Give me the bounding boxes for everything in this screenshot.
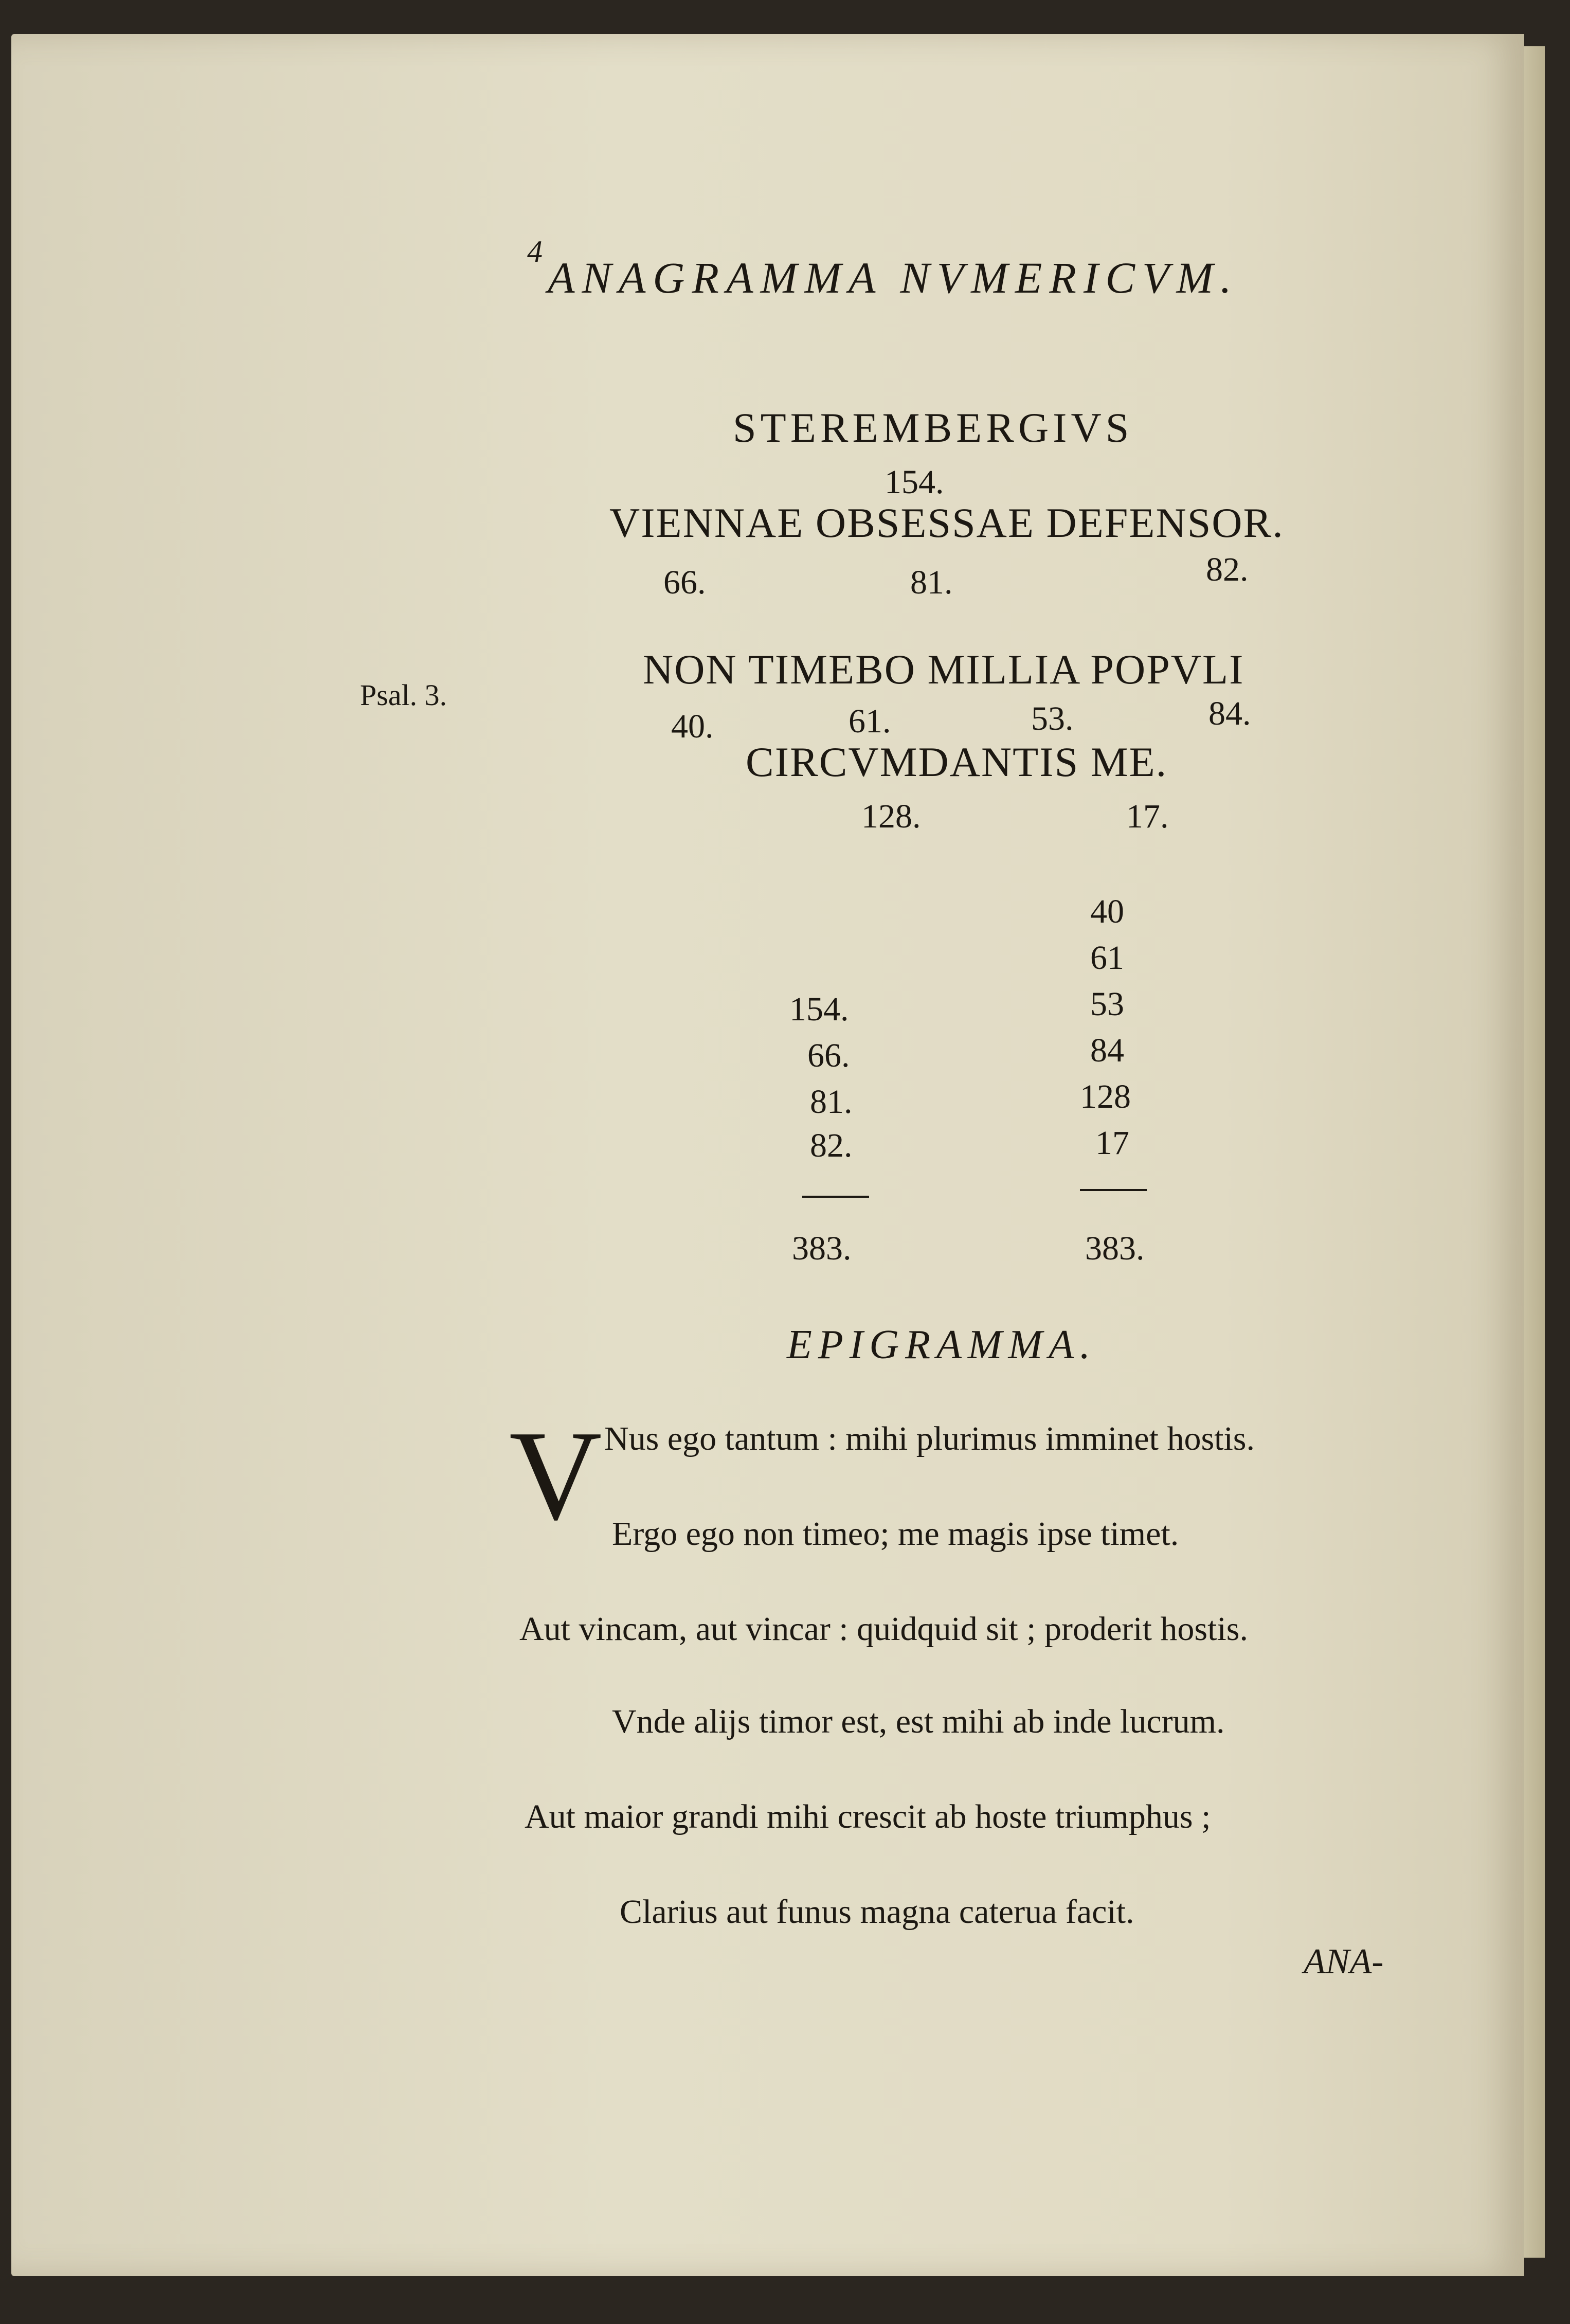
verse-line: Nus ego tantum : mihi plurimus imminet hostis.: [604, 1420, 1255, 1457]
page-edge: [1524, 46, 1545, 2258]
anagram-value: 66.: [663, 564, 706, 601]
anagram-value: 84.: [1208, 695, 1251, 732]
anagram-value: 82.: [1206, 551, 1249, 588]
sum-addend: 82.: [810, 1127, 853, 1164]
sum-total: 383.: [792, 1230, 852, 1267]
sum-addend: 128: [1080, 1078, 1131, 1115]
sum-addend: 154.: [789, 990, 849, 1028]
sum-rule: [802, 1196, 869, 1198]
anagram-line-1: STEREMBERGIVS: [733, 404, 1133, 451]
catchword: ANA-: [1304, 1942, 1384, 1981]
sum-addend: 61: [1090, 939, 1124, 977]
sum-addend: 66.: [807, 1037, 850, 1074]
book-page: [11, 34, 1524, 2276]
verse-line: Ergo ego non timeo; me magis ipse timet.: [612, 1515, 1179, 1553]
sum-addend: 53: [1090, 985, 1124, 1023]
anagram-line-4: CIRCVMDANTIS ME.: [746, 738, 1168, 785]
anagram-value: 81.: [910, 564, 953, 601]
anagram-value: 154.: [885, 463, 944, 501]
sum-rule: [1080, 1189, 1147, 1191]
verse-line: Aut maior grandi mihi crescit ab hoste triumphus ;: [525, 1798, 1211, 1835]
anagram-value: 40.: [671, 708, 714, 745]
verse-line: Aut vincam, aut vincar : quidquid sit ; proderit hostis.: [519, 1610, 1248, 1648]
verse-line: Vnde alijs timor est, est mihi ab inde lucrum.: [612, 1703, 1225, 1740]
anagram-value: 128.: [861, 798, 921, 835]
sum-addend: 40: [1090, 893, 1124, 930]
sum-addend: 84: [1090, 1032, 1124, 1069]
drop-cap: V: [509, 1404, 602, 1547]
verse-line: Clarius aut funus magna caterua facit.: [620, 1893, 1134, 1931]
margin-note: Psal. 3.: [360, 678, 447, 712]
anagram-value: 17.: [1126, 798, 1169, 835]
page-number: 4: [527, 235, 543, 268]
sum-addend: 17: [1095, 1124, 1129, 1162]
anagram-value: 53.: [1031, 700, 1074, 737]
anagram-line-2: VIENNAE OBSESSAE DEFENSOR.: [609, 499, 1284, 546]
running-head: ANAGRAMMA NVMERICVM.: [548, 253, 1239, 302]
sum-addend: 81.: [810, 1083, 853, 1121]
epigram-heading: EPIGRAMMA.: [787, 1322, 1097, 1367]
sum-total: 383.: [1085, 1230, 1145, 1267]
anagram-line-3: NON TIMEBO MILLIA POPVLI: [643, 646, 1244, 693]
anagram-value: 61.: [849, 702, 891, 740]
